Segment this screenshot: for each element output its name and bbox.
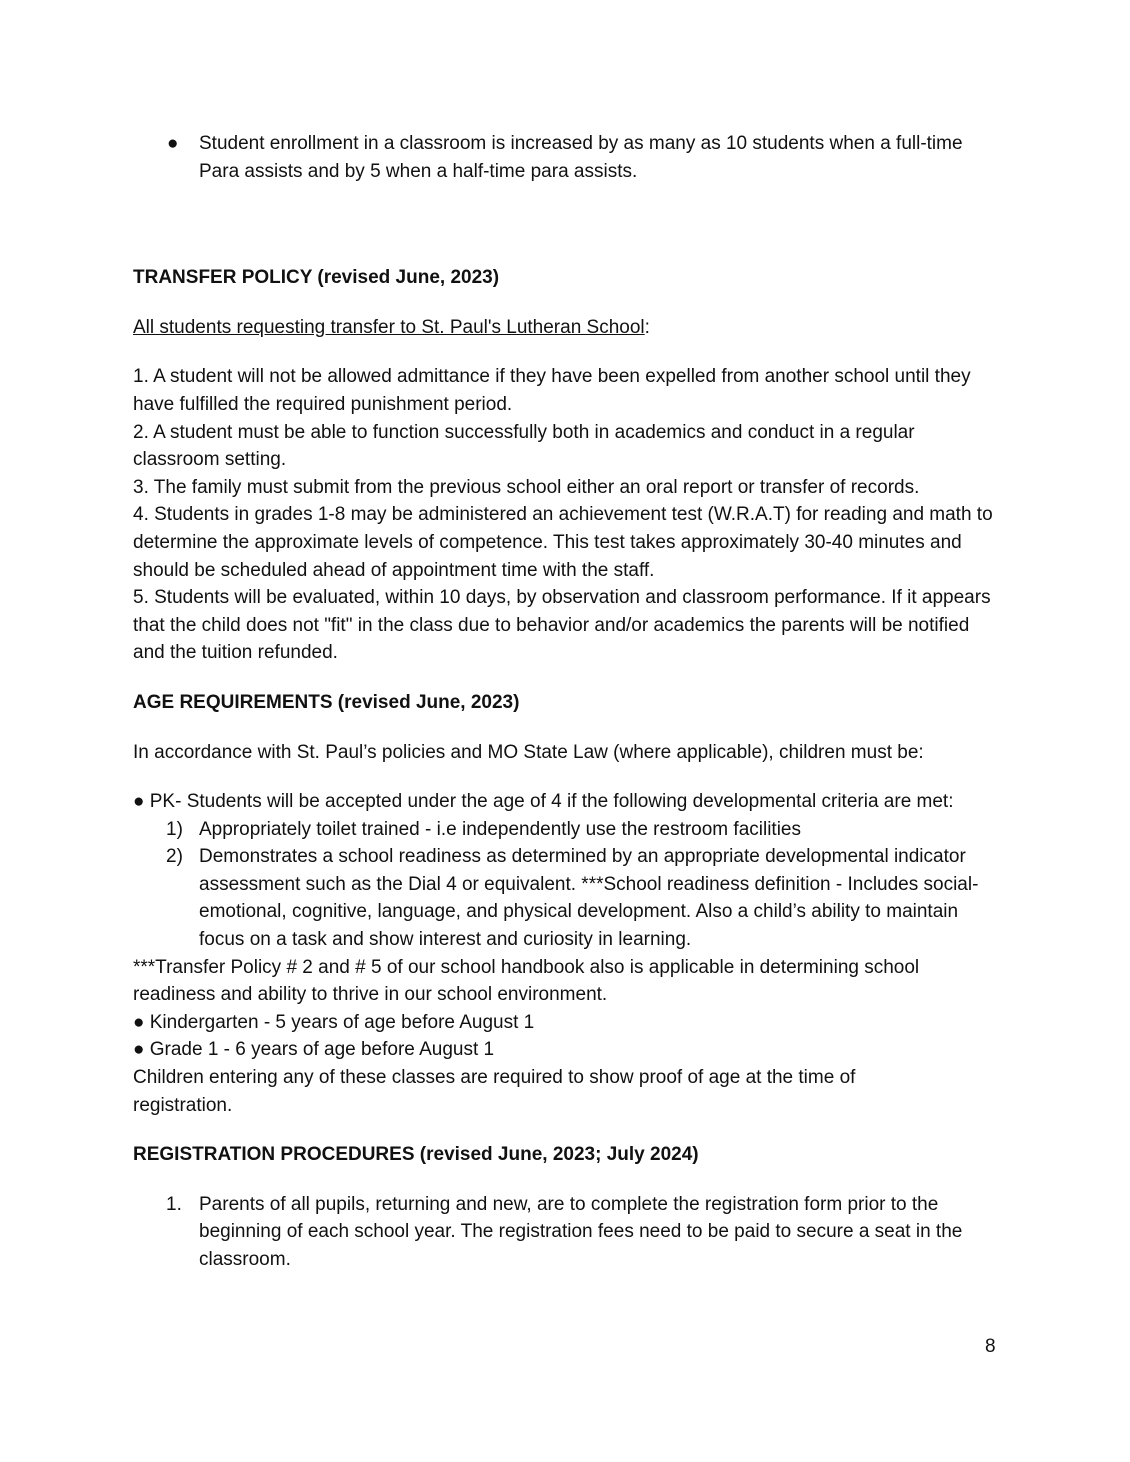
age-pk: ● PK- Students will be accepted under the age of 4 if the following developmental criteria are met: xyxy=(133,791,954,813)
registration-marker-1: 1. xyxy=(166,1193,182,1215)
document-page xyxy=(133,130,1003,1274)
criteria-marker-1: 1) xyxy=(166,818,183,840)
registration-item-1 xyxy=(133,1191,1003,1274)
age-requirements-heading: AGE REQUIREMENTS (revised June, 2023) xyxy=(133,691,520,713)
transfer-lead xyxy=(133,314,1003,342)
transfer-lead-tail: : xyxy=(644,316,650,338)
age-note: ***Transfer Policy # 2 and # 5 of our school handbook also is applicable in determining school readiness and ability to thrive in our school environment. xyxy=(133,956,920,1006)
criteria-item-1 xyxy=(133,816,1003,844)
transfer-item-2: 2. A student must be able to function successfully both in academics and conduct in a regular classroom setting. xyxy=(133,421,915,471)
registration-text-1: Parents of all pupils, returning and new, are to complete the registration form prior to the beginning of each school year. The registration fees need to be paid to secure a seat in the classroom. xyxy=(199,1193,963,1270)
age-proof: Children entering any of these classes are required to show proof of age at the time of registration. xyxy=(133,1067,856,1116)
age-kindergarten: ● Kindergarten - 5 years of age before August 1 xyxy=(133,1011,535,1033)
enrollment-bullet-text: Student enrollment in a classroom is increased by as many as 10 students when a full-time Para assists and by 5 when a half-time para assists. xyxy=(199,133,963,182)
criteria-item-2 xyxy=(133,843,1003,953)
transfer-lead-underlined: All students requesting transfer to St. Paul's Lutheran School xyxy=(133,316,645,338)
criteria-text-1: Appropriately toilet trained - i.e independently use the restroom facilities xyxy=(199,818,801,840)
page-number: 8 xyxy=(985,1336,996,1357)
transfer-item-3: 3. The family must submit from the previous school either an oral report or transfer of records. xyxy=(133,476,920,498)
transfer-policy-heading: TRANSFER POLICY (revised June, 2023) xyxy=(133,267,500,289)
transfer-item-5: 5. Students will be evaluated, within 10 days, by observation and classroom performance. If it appears that the child does not "fit" in the class due to behavior and/or academics the parents will be notified and the tuition refunded. xyxy=(133,587,991,664)
transfer-item-1: 1. A student will not be allowed admittance if they have been expelled from another school until they have fulfilled the required punishment period. xyxy=(133,366,971,415)
transfer-item-4: 4. Students in grades 1-8 may be administered an achievement test (W.R.A.T) for reading and math to determine the approximate levels of competence. This test takes approximately 30-40 minutes and should be scheduled ahead of appointment time with the staff. xyxy=(133,504,993,581)
registration-heading: REGISTRATION PROCEDURES (revised June, 2023; July 2024) xyxy=(133,1144,699,1166)
transfer-items xyxy=(133,363,1003,667)
criteria-marker-2: 2) xyxy=(166,846,183,868)
criteria-text-2: Demonstrates a school readiness as determined by an appropriate developmental indicator assessment such as the Dial 4 or equivalent. ***School readiness definition - Includes social-emotional, cognitive, language, and physical development. Also a child’s ability to maintain focus on a task and show interest and curiosity in learning. xyxy=(199,846,979,951)
age-intro: In accordance with St. Paul’s policies and MO State Law (where applicable), children must be: xyxy=(133,741,924,763)
age-grade1: ● Grade 1 - 6 years of age before August 1 xyxy=(133,1039,495,1061)
bullet-icon: ● xyxy=(167,133,179,154)
enrollment-bullet xyxy=(133,130,969,185)
